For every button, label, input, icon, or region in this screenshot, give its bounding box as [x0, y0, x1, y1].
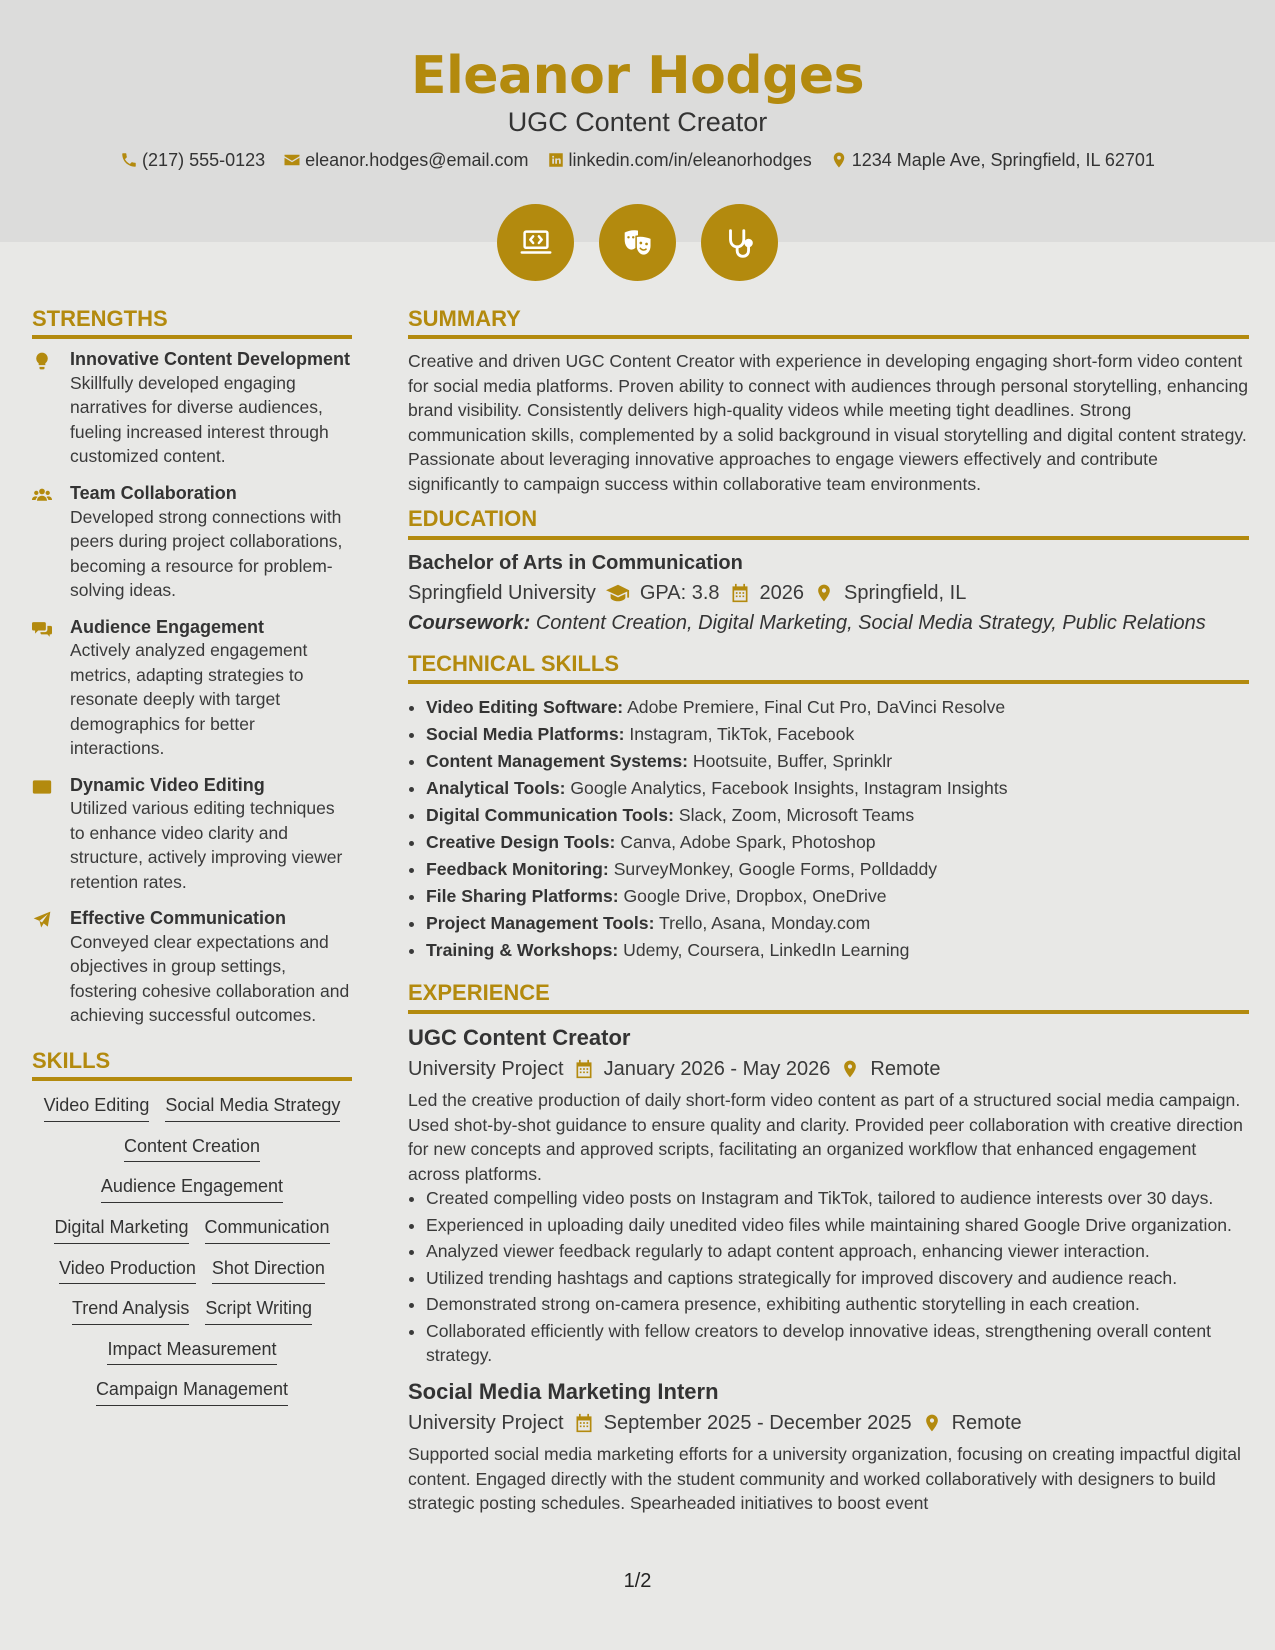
skill-tag: Content Creation — [124, 1136, 260, 1163]
school-location: Springfield, IL — [844, 581, 967, 604]
contact-address — [830, 150, 1155, 171]
list-item: • Created compelling video posts on Instagram and TikTok, tailored to audience interests over 30 days. — [426, 1186, 1249, 1211]
page-number: 1/2 — [623, 1570, 652, 1592]
job-org: University Project — [408, 1412, 564, 1435]
coursework-list: Content Creation, Digital Marketing, Social Media Strategy, Public Relations — [535, 611, 1206, 634]
strength-title: Dynamic Video Editing — [70, 774, 265, 795]
skills-heading: SKILLS — [32, 1048, 352, 1081]
skill-tag: Impact Measurement — [107, 1339, 276, 1366]
map-marker-icon — [840, 1059, 860, 1079]
job-description: Led the creative production of daily short-form video content as part of a structured social media campaign. Used shot-by-shot guidance to ensure quality and clarity. Provided peer collaboration with creative direction for new concepts and approved scripts, facilitating an organized workflow that enhanced engagement across platforms. — [408, 1090, 1243, 1184]
skill-tag: Campaign Management — [96, 1379, 288, 1406]
skills-list — [32, 1091, 352, 1406]
list-item: • Feedback Monitoring: SurveyMonkey, Google Forms, Polldaddy — [426, 856, 1249, 883]
calendar-icon — [574, 1059, 594, 1079]
skill-tag: Social Media Strategy — [165, 1095, 340, 1122]
job-entry — [408, 1024, 1249, 1368]
laptop-code-icon — [497, 204, 574, 281]
strength-text: Utilized various editing techniques to enhance video clarity and structure, actively improving viewer retention rates. — [70, 798, 343, 892]
right-column — [408, 306, 1249, 1526]
contact-linkedin[interactable] — [547, 150, 812, 171]
candidate-name: Eleanor Hodges — [410, 46, 865, 106]
coursework — [408, 612, 1249, 635]
header-icon-row — [0, 204, 1275, 281]
linkedin-text[interactable]: linkedin.com/in/eleanorhodges — [568, 149, 812, 170]
skill-tag: Shot Direction — [212, 1258, 325, 1285]
contact-email[interactable] — [283, 150, 528, 171]
experience-heading: EXPERIENCE — [408, 980, 1249, 1013]
map-marker-icon — [922, 1413, 942, 1433]
strengths-heading: STRENGTHS — [32, 306, 352, 339]
job-dates: January 2026 - May 2026 — [603, 1058, 831, 1081]
address-text: 1234 Maple Ave, Springfield, IL 62701 — [851, 149, 1155, 170]
strength-item — [32, 908, 352, 1028]
strength-item — [32, 349, 352, 469]
education-heading: EDUCATION — [408, 506, 1249, 539]
list-item: • Training & Workshops: Udemy, Coursera, LinkedIn Learning — [426, 937, 1249, 964]
contact-phone — [120, 150, 265, 171]
email-text[interactable]: eleanor.hodges@email.com — [305, 149, 529, 170]
strength-item — [32, 775, 352, 895]
strength-text: Skillfully developed engaging narratives for diverse audiences, fueling increased interest through customized content. — [70, 372, 329, 467]
job-org: University Project — [408, 1058, 564, 1081]
list-item: • Utilized trending hashtags and captions strategically for improved discovery and audience reach. — [426, 1266, 1249, 1291]
list-item: • File Sharing Platforms: Google Drive, Dropbox, OneDrive — [426, 883, 1249, 910]
phone-text: (217) 555-0123 — [142, 149, 266, 170]
graduation-cap-icon — [606, 583, 630, 603]
job-dates: September 2025 - December 2025 — [603, 1412, 912, 1435]
summary-heading: SUMMARY — [408, 306, 1249, 339]
grad-year: 2026 — [759, 581, 805, 604]
technical-skills-list — [408, 694, 1249, 964]
job-meta — [408, 1410, 1249, 1436]
coursework-label: Coursework: — [408, 611, 531, 634]
list-item: • Collaborated efficiently with fellow creators to develop innovative ideas, strengthening overall content strategy. — [426, 1319, 1249, 1368]
degree-title: Bachelor of Arts in Communication — [408, 551, 743, 574]
skill-tag: Audience Engagement — [101, 1176, 283, 1203]
list-item: • Analyzed viewer feedback regularly to adapt content approach, enhancing viewer interaction. — [426, 1239, 1249, 1264]
education-meta — [408, 580, 1249, 606]
strength-title: Team Collaboration — [70, 482, 237, 503]
list-item: • Video Editing Software: Adobe Premiere, Final Cut Pro, DaVinci Resolve — [426, 694, 1249, 721]
list-item: • Analytical Tools: Google Analytics, Facebook Insights, Instagram Insights — [426, 775, 1249, 802]
calendar-icon — [730, 583, 750, 603]
users-icon — [32, 485, 52, 505]
job-meta — [408, 1056, 1249, 1082]
list-item: • Demonstrated strong on-camera presence, exhibiting authentic storytelling in each creation. — [426, 1292, 1249, 1317]
list-item: • Experienced in uploading daily unedited video files while maintaining shared Google Drive organization. — [426, 1213, 1249, 1238]
stethoscope-icon — [701, 204, 778, 281]
contact-bar — [0, 150, 1275, 171]
theater-masks-icon — [599, 204, 676, 281]
technical-skills-heading: TECHNICAL SKILLS — [408, 651, 1249, 684]
strength-title: Innovative Content Development — [70, 349, 351, 370]
strength-text: Developed strong connections with peers during project collaborations, becoming a resource for problem-solving ideas. — [70, 506, 343, 601]
list-item: • Creative Design Tools: Canva, Adobe Spark, Photoshop — [426, 829, 1249, 856]
skill-tag: Trend Analysis — [72, 1298, 189, 1325]
list-item: • Digital Communication Tools: Slack, Zoom, Microsoft Teams — [426, 802, 1249, 829]
strength-title: Effective Communication — [70, 908, 287, 929]
calendar-icon — [574, 1413, 594, 1433]
job-entry-title: Social Media Marketing Intern — [408, 1378, 719, 1404]
gpa-text: GPA: 3.8 — [639, 581, 720, 604]
phone-icon — [120, 151, 138, 169]
school-name: Springfield University — [408, 581, 596, 604]
job-location: Remote — [870, 1058, 941, 1081]
job-description: Supported social media marketing efforts for a university organization, focusing on creating impactful digital content. Engaged directly with the student community and worked collaboratively with designers to build strategic posting schedules. Spearheaded initiatives to boost event — [408, 1444, 1241, 1514]
skill-tag: Video Editing — [44, 1095, 150, 1122]
skill-tag: Video Production — [59, 1258, 196, 1285]
strength-title: Audience Engagement — [70, 616, 265, 637]
film-icon — [32, 777, 52, 797]
skill-tag: Communication — [205, 1217, 330, 1244]
skill-tag: Digital Marketing — [54, 1217, 188, 1244]
list-item: • Project Management Tools: Trello, Asana, Monday.com — [426, 910, 1249, 937]
lightbulb-icon — [32, 351, 52, 371]
map-marker-icon — [830, 151, 848, 169]
job-title: UGC Content Creator — [507, 107, 768, 137]
skill-tag: Script Writing — [205, 1298, 312, 1325]
linkedin-icon — [547, 151, 565, 169]
map-marker-icon — [814, 583, 834, 603]
comments-icon — [32, 619, 52, 639]
job-bullets — [408, 1186, 1249, 1368]
strength-item — [32, 483, 352, 603]
left-column — [32, 306, 352, 1406]
envelope-icon — [283, 151, 301, 169]
strength-item — [32, 617, 352, 761]
strength-text: Conveyed clear expectations and objectives in group settings, fostering cohesive collaboration and achieving successful outcomes. — [70, 931, 350, 1026]
job-entry-title: UGC Content Creator — [408, 1024, 631, 1050]
job-location: Remote — [951, 1412, 1022, 1435]
strength-text: Actively analyzed engagement metrics, adapting strategies to resonate deeply with target demographics for better interactions. — [70, 640, 308, 759]
summary-text: Creative and driven UGC Content Creator with experience in developing engaging short-form video content for social media platforms. Proven ability to connect with audiences through personal storytelling, enhancing brand visibility. Consistently delivers high-quality videos while meeting tight deadlines. Strong communication skills, complemented by a solid background in visual storytelling and digital content strategy. Passionate about leveraging innovative approaches to engage viewers effectively and contribute significantly to campaign success within collaborative team environments. — [408, 351, 1249, 494]
list-item: • Content Management Systems: Hootsuite, Buffer, Sprinklr — [426, 748, 1249, 775]
job-entry — [408, 1378, 1249, 1516]
list-item: • Social Media Platforms: Instagram, TikTok, Facebook — [426, 721, 1249, 748]
paper-plane-icon — [32, 910, 52, 930]
